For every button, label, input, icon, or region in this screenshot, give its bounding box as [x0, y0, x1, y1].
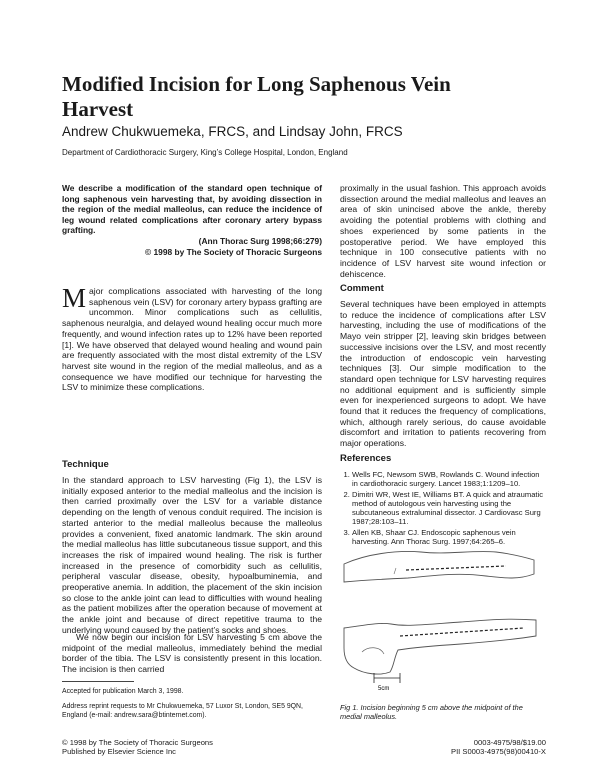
figure-1-illustration: [336, 532, 548, 700]
footnote-rule: [62, 681, 134, 682]
abstract-citation: (Ann Thorac Surg 1998;66:279): [198, 235, 322, 246]
technique-heading: Technique: [62, 459, 109, 470]
dropcap: M: [62, 283, 87, 313]
comment-heading: Comment: [340, 283, 384, 294]
affiliation: Department of Cardiothoracic Surgery, King’s College Hospital, London, England: [62, 148, 348, 157]
scale-label: 5cm: [378, 686, 390, 692]
technique-para-2: We now begin our incision for LSV harvesting 5 cm above the midpoint of the medial malleolus, immediately behind the medial border of the tibia. The LSV is consistently present in this location. The incision is then carried: [62, 632, 322, 675]
technique-para-1: In the standard approach to LSV harvesting (Fig 1), the LSV is initially exposed anterior to the medial malleolus and the incision is then carried proximally over the LSV for a variable distance depending on the length of venous conduit required. The incision is started anterior to the medial malleolus because the malleolus provides a convenient, fixed anatomic landmark. The skin around the medial malleolus has little subcutaneous tissue support, and this increases the risk of impaired wound healing. The risk is further increased in the presence of comorbidity such as cellulitis, peripheral vascular disease, obesity, hypoalbuminemia, and preoperative anemia. In addition, the placement of the skin incision so close to the ankle joint can lead to difficulties with wound healing as the patient mobilizes after the operation because of movement at the ankle joint and because of direct repetitive trauma to the underlying wound caused by the patient’s socks and shoes.: [62, 475, 322, 635]
article-title: Modified Incision for Long Saphenous Vein Harvest: [62, 72, 451, 121]
abstract-copyright: © 1998 by The Society of Thoracic Surgeons: [145, 246, 322, 257]
upper-incision-line: [406, 566, 506, 570]
footnote-address: Address reprint requests to Mr Chukwuemeka, 57 Luxor St, London, SE5 9QN, England (e-mail: andrew.sara@btinternet.com).: [62, 703, 303, 719]
bottom-pii: PII S0003-4975(98)00410-X: [451, 747, 546, 756]
reference-item: 2. Dimitri WR, West IE, Williams BT. A quick and atraumatic method of autologous vein harvesting using the subcutaneous extraluminal dissector. J Cardiovasc Surg 1987;28:103–11.: [352, 490, 546, 527]
lower-leg-outline: [344, 619, 536, 674]
figure-caption: Fig 1. Incision beginning 5 cm above the midpoint of the medial malleolus.: [340, 703, 523, 721]
intro-paragraph: [62, 283, 322, 393]
malleolus-mark: [362, 648, 384, 654]
footnote-accepted: Accepted for publication March 3, 1998.: [62, 688, 184, 695]
reference-item: 1. Wells FC, Newsom SWB, Rowlands C. Wound infection in cardiothoracic surgery. Lancet 1983;1:1209–10.: [352, 470, 546, 489]
upper-leg-line: [394, 568, 396, 574]
references-heading: References: [340, 453, 392, 464]
bottom-issn: 0003-4975/98/$19.00: [473, 738, 546, 747]
bottom-publisher: Published by Elsevier Science Inc: [62, 747, 176, 756]
lower-incision-line: [400, 628, 524, 636]
abstract-text: We describe a modification of the standard open technique of long saphenous vein harvesting that, by avoiding dissection in the region of the medial malleolus, can reduce the incidence of leg wound related complications after coronary artery bypass grafting.: [62, 183, 322, 236]
bottom-copyright: © 1998 by The Society of Thoracic Surgeons: [62, 738, 213, 747]
reference-item: 3. Allen KB, Shaar CJ. Endoscopic saphenous vein harvesting. Ann Thorac Surg. 1997;64:265–6.: [352, 528, 546, 547]
intro-text: ajor complications associated with harvesting of the long saphenous vein (LSV) for coronary artery bypass grafting are uncommon. Minor complications such as cellulitis, saphenous neuralgia, and delayed wound healing occur much more frequently, and wound infection rates up to 12% have been reported [1]. We have observed that delayed wound healing and wound pain are frequently associated with the most distal extremity of the LSV harvest site wound in the region of the medial malleolus, and as a consequence we have modified our technique for harvesting the LSV to minimize these complications.: [62, 286, 322, 393]
right-column-text: proximally in the usual fashion. This approach avoids dissection around the medial malleolus and leaves an area of skin unincised above the ankle, thereby avoiding the potential problems with clothing and shoes experienced by some patients in the postoperative period. We have employed this technique in 100 consecutive patients with no incidence of LSV harvest site wound infection or dehiscence.: [340, 183, 546, 279]
upper-leg-outline: [344, 552, 534, 583]
abstract: [62, 183, 322, 257]
authors: Andrew Chukwuemeka, FRCS, and Lindsay John, FRCS: [62, 124, 403, 139]
comment-text: Several techniques have been employed in attempts to reduce the incidence of complications after LSV harvesting, including the use of modifications of the Mayo vein stripper [2], leaving skin bridges between successive incisions over the LSV, and most recently the introduction of endoscopic vein harvesting techniques [3]. Our simple modification to the standard open technique for LSV harvesting requires no additional equipment and is sufficiently simple even for inexperienced surgeons to adopt. We have found that it reduces the frequency of complications, which, although rarely serious, do cause avoidable discomfort and irritation to patients recovering from major operations.: [340, 299, 546, 449]
